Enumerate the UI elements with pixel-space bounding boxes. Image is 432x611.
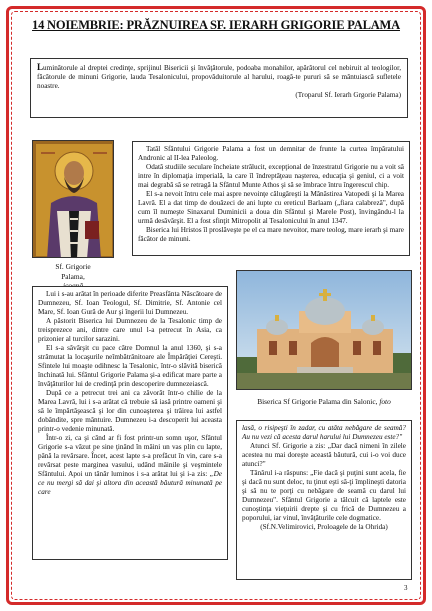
saint-icon-image [32,140,114,258]
troparion-drop-letter: L [37,62,44,72]
page-number: 3 [404,584,408,592]
icon-caption-line: Sf. Grigorie [55,262,91,271]
left-column-box [32,286,228,560]
paragraph-text: Într-o zi, ca şi când ar fi fost printr-un somn uşor, Sfântul Grigorie s-a văzut pe sine ţinând în mâini un vas plin cu lapte, până la revărsare. Încet, acest lapte s-a prefăcut în vin, care s-a revărsat peste marginea vasului, udând mâinile şi veşmintele Sfântului. Apoi un tânăr luminos i s-a arătat lui şi i-a zis: [38,434,222,478]
paragraph-italic: lasă, o risipeşti în zadar, cu atâta nebăgare de seamă? Au nu vezi că acesta darul harului lui Dumnezeu este?" [242,424,406,441]
paragraph: Lui i s-au arătat în perioade diferite Preasfânta Născătoare de Dumnezeu, Sf. Ioan Teologul, Sf. Dimitrie, Sf. Antonie cel Mare, Sf. Ioan Gură de Aur şi îngerii lui Dumnezeu. [38,290,222,316]
troparion-text [37,63,401,91]
paragraph: După ce a petrecut trei ani ca zăvorât într-o chilie de la Marea Lavră, lui i s-a arătat că trebuie să iasă printre oameni şi să le împărtăşească şi lor din cunoaşterea şi trăirea lui astfel dobândite, spre mântuire. Dumnezeu i-a descoperit lui aceasta printr-o vedenie minunată. [38,389,222,433]
paragraph: El s-a săvârşit cu pace către Domnul la anul 1360, şi s-a strămutat la locaşurile neîmbătrânitoare ale Împărăţiei Cereşti. Sfintele lui moaşte odihnesc la Tesalonic, într-o slăvită biserică închinată lui. Sfântul Grigorie Palama şi-a edificat mare parte a învăţăturilor lui de credinţă prin descoperire dumnezeiască. [38,344,222,388]
paragraph: El s-a nevoit întru cele mai aspre nevoinţe călugăreşti la Mănăstirea Vatopedi şi la Marea Lavră. El a dat timp de douăzeci de ani lupte cu ereticul Barlaam („fiara calabreză", după cum îl numeşte Sinaxarul Duminicii a doua din Sfântul şi Marele Post), învingându-l la urmă desăvârşit. El a fost sfinţit Mitropolit al Tesalonicului în anul 1347. [138,190,404,225]
paragraph: Odată studiile seculare încheiate strălucit, excepţional de înzestratul Grigorie nu a voit să intre în diplomaţia imperială, la care îl îndreptăţeau naşterea, educaţia şi geniul, ci a voit mai degrabă să se retragă la Sfântul Munte Athos şi să se îmbrace întru îngerescul chip. [138,163,404,189]
page-title: 14 NOIEMBRIE: PRĂZNUIREA SF. IERARH GRIGORIE PALAMA [32,18,400,32]
paragraph: Tatăl Sfântului Grigorie Palama a fost un demnitar de frunte la curtea împăratului Andronic al II-lea Paleolog. [138,145,404,162]
paragraph [38,434,222,497]
icon-caption-line: Palama, [61,271,85,281]
right-column-box [236,420,412,580]
photo-caption-text: Biserica Sf Grigorie Palama din Salonic, [257,397,380,406]
paragraph: Atunci Sf. Grigorie a zis: „Dar dacă nimeni în zilele acestea nu mai doreşte această băutură, cui i-o voi duce atunci?" [242,442,406,468]
paragraph: A păstorit Biserica lui Dumnezeu de la Tesalonic timp de treisprezece ani, dintre care unul l-a petrecut în Asia, ca prizonier al turcilor sarazini. [38,317,222,343]
paragraph-italic: „De ce nu mergi să dai şi altora din această băutură minunată pe care [38,470,222,496]
life-text-box [132,141,410,256]
photo-caption [236,397,412,407]
church-photo [236,270,412,390]
paragraph: Biserica lui Hristos îl proslăveşte pe el ca mare nevoitor, mare teolog, mare ierarh şi mare făcător de minuni. [138,226,404,243]
photo-caption-italic: foto [379,397,391,406]
source-citation: (Sf.N.Velimirovici, Proloagele de la Ohrida) [260,523,388,531]
troparion-body: uminătorule al dreptei credinţe, sprijinul Bisericii şi învăţătorule, podoaba monahilor, apărătorul cel nebiruit al teologilor, făcătorule de minuni Grigorie, lauda Tesalonicului, propovăduitorule al harului, roagă-te pururi să se mântuiască sufletele noastre. [37,64,401,90]
troparion-box [30,58,408,118]
paragraph: Tânărul i-a răspuns: „Fie dacă şi puţini sunt acela, fie şi dacă nu sunt deloc, tu ţinut eşti să-ţi împlineşti datoria şi să nu te porţi cu nebăgare de seamă cu darul lui Dumnezeu". Sfântul Grigorie a tâlcuit că laptele este cunoştinţa vieţuirii drepte şi cu frică de Dumnezeu a poporului, iar vinul, învăţăturile cele dogmatice. [242,469,406,522]
troparion-signature: (Troparul Sf. Ierarh Grgorie Palama) [295,91,401,99]
